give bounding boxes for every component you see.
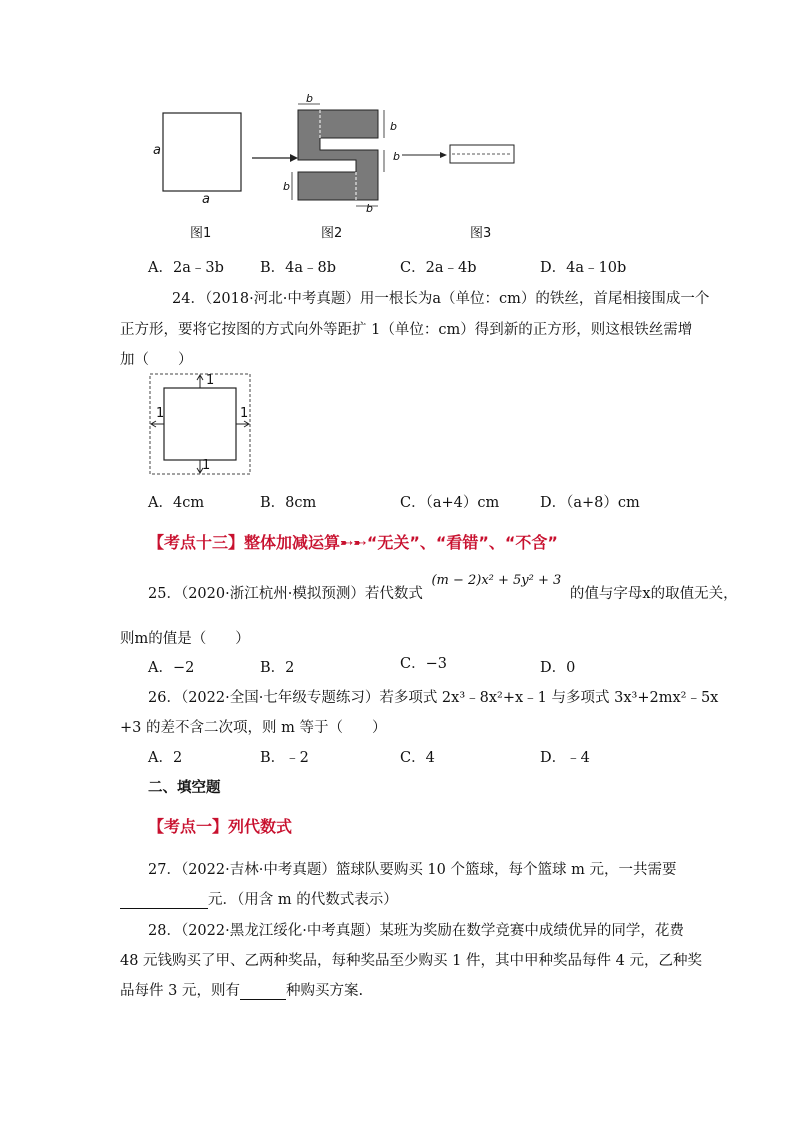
- q24-line3: 加（ ）: [120, 352, 193, 368]
- fig2-b-top: b: [306, 92, 313, 105]
- fig1-square: [163, 113, 241, 191]
- q25-suffix: 的值与字母x的取值无关，: [569, 586, 738, 602]
- q23-option-c: C．2a﹣4b: [400, 260, 477, 276]
- part2-title: 二、填空题: [148, 780, 221, 796]
- q26-option-b: B．﹣2: [260, 750, 309, 766]
- q27-answer-blank[interactable]: [120, 892, 208, 909]
- q25-option-d: D．0: [540, 660, 576, 676]
- section1-title: 【考点一】列代数式: [148, 817, 293, 836]
- q24-option-b: B．8cm: [260, 495, 317, 511]
- q24-outer-dashed-square: [150, 374, 250, 474]
- q26-option-a: A．2: [148, 750, 183, 766]
- q25-option-c: C．−3: [400, 656, 447, 672]
- fig2-b-left: b: [283, 180, 290, 193]
- q26-line1: 26．（2022·全国·七年级专题练习）若多项式 2x³﹣8x²+x﹣1 与多项式 3x³+2mx²﹣5x: [148, 690, 719, 706]
- q26-option-d: D．﹣4: [540, 750, 590, 766]
- q28-line3-suffix: 种购买方案.: [285, 983, 364, 999]
- q24-option-c: C．（a+4）cm: [400, 495, 500, 511]
- q25-prefix: 25．（2020·浙江杭州·模拟预测）若代数式: [148, 586, 423, 602]
- q28-line1: 28．（2022·黑龙江绥化·中考真题）某班为奖励在数学竞赛中成绩优异的同学，花费: [148, 923, 684, 939]
- q24-figure: [146, 370, 256, 480]
- q24-label-bottom: 1: [202, 458, 211, 473]
- q25-line2: 则m的值是（ ）: [120, 631, 250, 647]
- q25-expr: (m − 2)x² + 5y² + 3: [431, 573, 562, 588]
- q27-line1: 27．（2022·吉林·中考真题）篮球队要购买 10 个篮球，每个篮球 m 元，一共需要: [148, 862, 677, 878]
- fig1-side-bottom: a: [202, 192, 210, 207]
- q25-option-a: A．−2: [148, 660, 195, 676]
- q27-line2: [120, 888, 398, 909]
- q24-label-top: 1: [206, 373, 215, 388]
- q28-line3: [120, 979, 363, 1000]
- q23-option-d: D．4a﹣10b: [540, 260, 627, 276]
- fig3-caption: 图3: [470, 226, 492, 241]
- q24-option-d: D．（a+8）cm: [540, 495, 640, 511]
- top-figures: [140, 95, 540, 220]
- q24-line1: 24．（2018·河北·中考真题）用一根长为a（单位：cm）的铁丝，首尾相接围成一个: [172, 291, 710, 307]
- q25-option-b: B．2: [260, 660, 295, 676]
- fig1-caption: 图1: [190, 226, 212, 241]
- fig1-side-left: a: [153, 143, 161, 158]
- q24-label-right: 1: [240, 406, 249, 421]
- q28-line2: 48 元钱购买了甲、乙两种奖品，每种奖品至少购买 1 件，其中甲种奖品每件 4 元，乙种奖: [120, 953, 702, 969]
- fig2-caption: 图2: [321, 226, 343, 241]
- fig2-b-right-1: b: [390, 120, 397, 133]
- q28-answer-blank[interactable]: [240, 983, 286, 1000]
- q23-option-b: B．4a﹣8b: [260, 260, 337, 276]
- q27-line2-suffix: 元．（用含 m 的代数式表示）: [208, 892, 398, 908]
- q23-option-a: A．2a﹣3b: [148, 260, 224, 276]
- fig2-b-right-2: b: [393, 150, 400, 163]
- q28-line3-prefix: 品每件 3 元，则有: [120, 983, 240, 999]
- q25-line1: [148, 573, 738, 603]
- q24-inner-square: [164, 388, 236, 460]
- q26-line2: +3 的差不含二次项，则 m 等于（ ）: [120, 720, 387, 736]
- q26-option-c: C．4: [400, 750, 435, 766]
- fig2-b-bottom: b: [366, 202, 373, 215]
- fig2-s-shape: [298, 110, 378, 200]
- q24-line2: 正方形，要将它按图的方式向外等距扩 1（单位：cm）得到新的正方形，则这根铁丝需增: [120, 322, 693, 338]
- q24-option-a: A．4cm: [148, 495, 205, 511]
- q24-label-left: 1: [156, 406, 165, 421]
- section13-title: 【考点十三】整体加减运算➸➸“无关”、“看错”、“不含”: [148, 533, 558, 552]
